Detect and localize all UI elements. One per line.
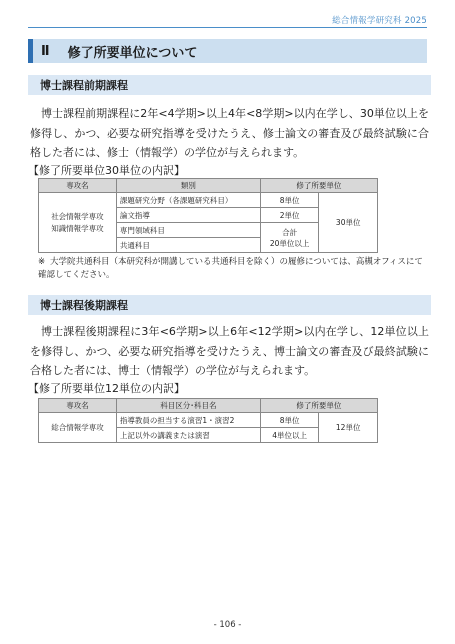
note-text: 大学院共通科目（本研究科が開講している共通科目を除く）の履修については、高槻オフィスにて確認してください。 <box>38 257 423 280</box>
category-cell: 専門領域科目 <box>116 223 260 238</box>
units-table-doctoral <box>38 398 378 443</box>
chapter-number: Ⅱ <box>41 43 50 59</box>
units-cell: 2単位 <box>260 208 319 223</box>
major-cell: 総合情報学専攻 <box>39 413 117 443</box>
section-heading-master <box>28 75 431 95</box>
table-header: 専攻名 <box>39 399 117 413</box>
table-header: 修了所要単位 <box>260 399 377 413</box>
units-cell: 4単位以上 <box>260 428 319 443</box>
table-caption: 【修了所要単位30単位の内訳】 <box>28 164 185 177</box>
category-cell: 指導教員の担当する演習1・演習2 <box>116 413 260 428</box>
page-number: - 106 - <box>213 620 242 630</box>
note <box>38 256 428 282</box>
category-cell: 上記以外の講義または演習 <box>116 428 260 443</box>
table-header: 専攻名 <box>39 179 117 193</box>
chapter-title: 修了所要単位について <box>67 45 198 61</box>
table-header: 科目区分･科目名 <box>116 399 260 413</box>
units-value: 20単位以上 <box>269 238 310 248</box>
section-heading-doctoral <box>28 295 431 315</box>
header-rule <box>28 27 427 28</box>
table-header: 類別 <box>116 179 260 193</box>
table-header: 修了所要単位 <box>260 179 377 193</box>
section-paragraph: 博士課程後期課程に3年<6学期>以上6年<12学期>以内在学し、12単位以上を修得し、かつ、必要な研究指導を受けたうえ、博士論文の審査及び最終試験に合格した者には、博士（情報学）の学位が与えられます。 <box>30 325 429 377</box>
table-caption: 【修了所要単位12単位の内訳】 <box>28 382 185 395</box>
section-title: 博士課程前期課程 <box>40 79 128 92</box>
category-cell: 論文指導 <box>116 208 260 223</box>
units-cell: 8単位 <box>260 193 319 208</box>
category-cell: 共通科目 <box>116 238 260 253</box>
category-cell: 課題研究分野（各課題研究科目） <box>116 193 260 208</box>
units-cell: 8単位 <box>260 413 319 428</box>
total-cell: 30単位 <box>319 193 378 253</box>
major-cell: 社会情報学専攻 知識情報学専攻 <box>39 193 117 253</box>
running-head: 総合情報学研究科 2025 <box>332 16 427 26</box>
section-title: 博士課程後期課程 <box>40 299 128 312</box>
section-paragraph: 博士課程前期課程に2年<4学期>以上4年<8学期>以内在学し、30単位以上を修得し、かつ、必要な研究指導を受けたうえ、修士論文の審査及び最終試験に合格した者には、修士（情報学）の学位が与えられます。 <box>30 107 429 159</box>
chapter-accent <box>28 39 33 63</box>
chapter-heading <box>28 39 427 63</box>
note-mark: ※ <box>38 257 46 267</box>
units-cell-combined <box>260 223 319 253</box>
units-table-master <box>38 178 378 253</box>
units-label: 合計 <box>282 227 298 237</box>
total-cell: 12単位 <box>319 413 378 443</box>
